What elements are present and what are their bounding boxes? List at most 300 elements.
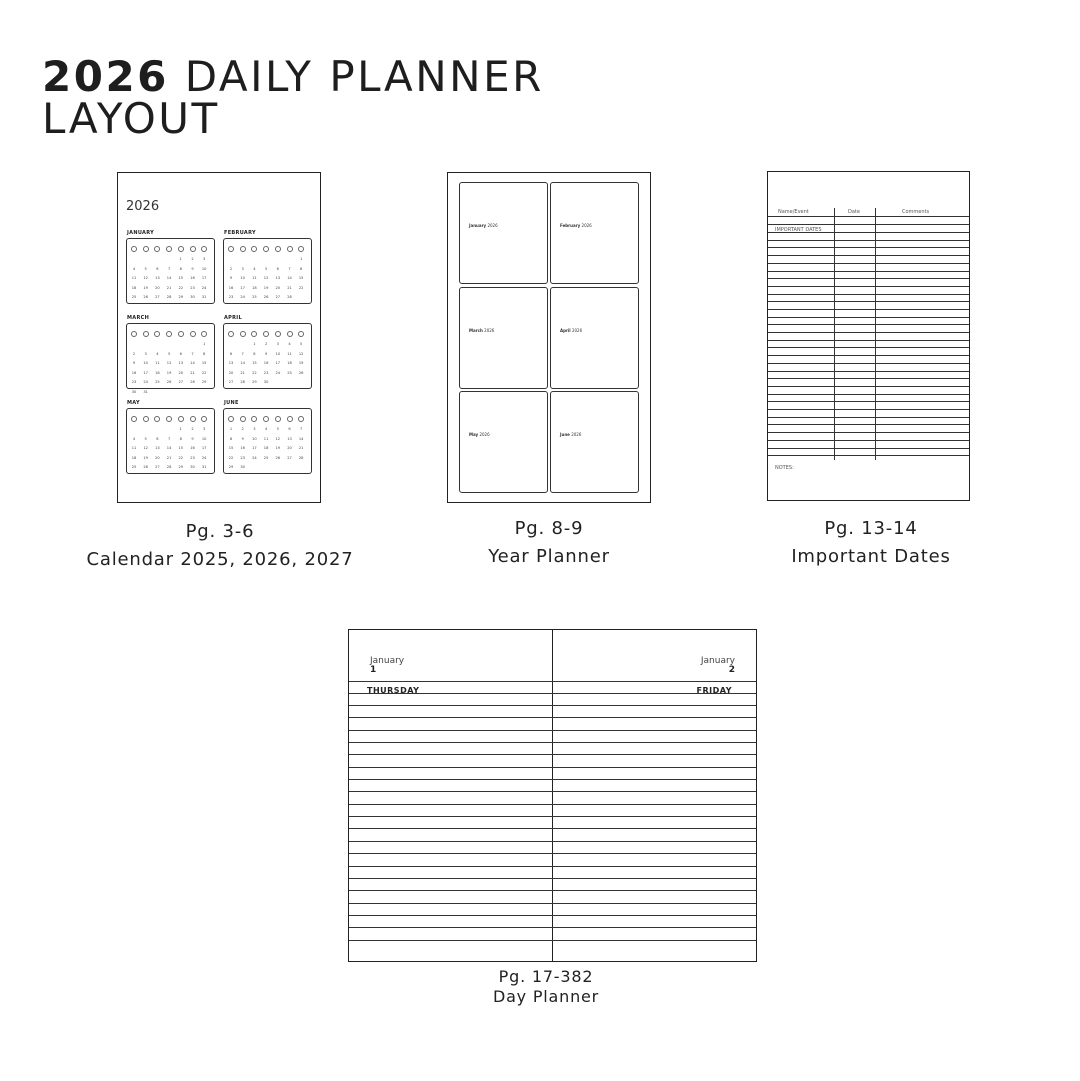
calendar-day-number: 1 <box>203 342 206 346</box>
column-name-event: Name/Event <box>778 209 809 215</box>
calendar-day-number: 3 <box>203 257 206 261</box>
calendar-day-number: 5 <box>300 342 303 346</box>
calendar-caption-label: Calendar 2025, 2026, 2027 <box>86 549 354 570</box>
calendar-day-number: 21 <box>287 285 292 290</box>
weekday-circle <box>190 416 196 422</box>
calendar-day-number: 23 <box>228 295 234 299</box>
calendar-day-number: 14 <box>287 276 292 280</box>
calendar-day-number: 8 <box>229 436 233 441</box>
year-planner-caption-pages: Pg. 8-9 <box>514 518 584 539</box>
calendar-page-preview <box>117 172 321 503</box>
calendar-day-number: 24 <box>201 285 207 290</box>
calendar-day-number: 18 <box>131 455 137 460</box>
calendar-day-number: 27 <box>228 380 234 384</box>
page-title <box>42 52 544 143</box>
calendar-day-number: 6 <box>229 351 233 356</box>
calendar-day-number: 27 <box>155 465 160 469</box>
calendar-day-number: 29 <box>228 465 234 469</box>
calendar-day-number: 17 <box>143 370 148 375</box>
calendar-month-name: JUNE <box>224 400 239 406</box>
year-planner-month-label: March 2026 <box>469 328 495 333</box>
year-planner-month-label: June 2026 <box>560 432 582 437</box>
calendar-day-number: 13 <box>155 276 160 280</box>
table-row-line <box>768 347 969 348</box>
calendar-day-number: 7 <box>300 427 303 431</box>
calendar-day-number: 29 <box>178 465 184 469</box>
calendar-day-number: 20 <box>155 455 160 460</box>
calendar-day-number: 24 <box>201 455 207 460</box>
calendar-day-number: 12 <box>166 361 172 365</box>
table-row-line <box>768 394 969 395</box>
calendar-day-number: 13 <box>287 436 292 441</box>
ruled-line <box>349 767 756 768</box>
ruled-line <box>349 878 756 879</box>
calendar-day-number: 4 <box>132 436 136 441</box>
calendar-day-number: 15 <box>201 361 207 365</box>
calendar-day-number: 12 <box>298 351 304 356</box>
calendar-day-number: 7 <box>167 266 171 271</box>
ruled-line <box>349 742 756 743</box>
ruled-line <box>349 730 756 731</box>
title-year: 2026 <box>42 52 169 101</box>
year-planner-preview <box>447 172 651 503</box>
calendar-day-number: 19 <box>143 455 148 460</box>
calendar-day-number: 25 <box>287 370 292 375</box>
calendar-day-number: 28 <box>190 380 195 384</box>
weekday-circle <box>143 331 149 337</box>
calendar-month-grid <box>223 238 312 304</box>
ruled-line <box>349 940 756 941</box>
table-row-line <box>768 371 969 372</box>
table-row-line <box>768 440 969 441</box>
column-comments: Comments <box>902 209 930 215</box>
weekday-circle <box>251 416 257 422</box>
table-row-line <box>768 216 969 217</box>
calendar-day-number: 9 <box>191 266 194 271</box>
ruled-line <box>349 804 756 805</box>
calendar-day-number: 18 <box>155 370 160 375</box>
calendar-day-number: 29 <box>252 380 257 384</box>
calendar-day-number: 19 <box>263 285 269 290</box>
left-page-weekday: THURSDAY <box>367 686 420 695</box>
calendar-day-number: 22 <box>201 370 207 375</box>
calendar-day-number: 17 <box>240 285 245 290</box>
ruled-line <box>349 866 756 867</box>
calendar-day-number: 21 <box>190 370 195 375</box>
calendar-day-number: 18 <box>252 285 257 290</box>
calendar-day-number: 10 <box>201 436 207 441</box>
calendar-day-number: 20 <box>228 370 234 375</box>
left-page-day: 1 <box>370 665 377 675</box>
calendar-day-number: 8 <box>203 351 206 356</box>
calendar-day-number: 2 <box>132 351 136 356</box>
weekday-circle <box>228 416 234 422</box>
column-date: Date <box>848 209 860 215</box>
calendar-day-number: 23 <box>190 455 195 460</box>
calendar-day-number: 27 <box>275 295 281 299</box>
calendar-day-number: 4 <box>264 427 268 431</box>
year-planner-month-label: January 2026 <box>469 223 498 228</box>
table-row-line <box>768 378 969 379</box>
important-dates-section-label: IMPORTANT DATES <box>775 227 822 233</box>
calendar-day-number: 5 <box>167 351 171 356</box>
calendar-day-number: 30 <box>240 465 245 469</box>
date-column-divider <box>834 208 835 460</box>
weekday-circle <box>166 331 172 337</box>
weekday-circle <box>275 416 281 422</box>
calendar-day-number: 15 <box>178 276 184 280</box>
calendar-day-number: 2 <box>241 427 244 431</box>
calendar-day-number: 5 <box>144 436 147 441</box>
calendar-day-number: 11 <box>131 446 137 450</box>
calendar-day-number: 9 <box>191 436 194 441</box>
calendar-day-number: 10 <box>252 436 257 441</box>
calendar-day-number: 1 <box>179 427 182 431</box>
calendar-day-number: 25 <box>131 465 137 469</box>
calendar-day-number: 23 <box>190 285 195 290</box>
calendar-day-number: 15 <box>252 361 257 365</box>
weekday-circle <box>201 331 207 337</box>
calendar-day-number: 14 <box>240 361 245 365</box>
ruled-line <box>349 779 756 780</box>
calendar-day-number: 28 <box>298 455 304 460</box>
table-row-line <box>768 409 969 410</box>
calendar-day-number: 13 <box>275 276 281 280</box>
calendar-day-number: 24 <box>240 295 245 299</box>
calendar-day-number: 25 <box>131 295 137 299</box>
ruled-line <box>349 927 756 928</box>
table-row-line <box>768 401 969 402</box>
ruled-line <box>349 816 756 817</box>
weekday-circle <box>251 331 257 337</box>
year-planner-month-box <box>550 182 639 284</box>
table-row-line <box>768 363 969 364</box>
table-row-line <box>768 417 969 418</box>
calendar-month-name: MAY <box>127 400 140 406</box>
calendar-day-number: 2 <box>191 427 194 431</box>
calendar-month-grid <box>223 408 312 474</box>
calendar-day-number: 8 <box>179 436 182 441</box>
calendar-day-number: 12 <box>143 276 148 280</box>
day-planner-caption-label: Day Planner <box>492 987 600 1006</box>
calendar-day-number: 1 <box>253 342 256 346</box>
calendar-day-number: 13 <box>155 446 160 450</box>
calendar-day-number: 4 <box>288 342 291 346</box>
calendar-day-number: 30 <box>190 465 195 469</box>
ruled-line <box>349 754 756 755</box>
ruled-line <box>349 828 756 829</box>
calendar-month-name: APRIL <box>224 315 242 321</box>
weekday-circle <box>263 246 269 252</box>
weekday-circle <box>275 246 281 252</box>
weekday-circle <box>178 331 184 337</box>
calendar-day-number: 9 <box>241 436 244 441</box>
year-planner-month-box <box>550 391 639 493</box>
calendar-day-number: 12 <box>263 276 269 280</box>
calendar-day-number: 25 <box>252 295 257 299</box>
table-row-line <box>768 317 969 318</box>
calendar-day-number: 21 <box>166 285 172 290</box>
calendar-day-number: 11 <box>287 351 292 356</box>
calendar-day-number: 22 <box>178 455 184 460</box>
weekday-circle <box>154 416 160 422</box>
weekday-circle <box>166 416 172 422</box>
calendar-day-number: 16 <box>131 370 137 375</box>
calendar-day-number: 27 <box>178 380 184 384</box>
calendar-day-number: 30 <box>190 295 195 299</box>
table-row-line <box>768 455 969 456</box>
calendar-day-number: 9 <box>264 351 268 356</box>
calendar-day-number: 2 <box>229 266 233 271</box>
calendar-day-number: 31 <box>201 465 207 469</box>
calendar-day-number: 22 <box>298 285 304 290</box>
table-row-line <box>768 301 969 302</box>
calendar-day-number: 25 <box>263 455 269 460</box>
calendar-day-number: 14 <box>166 446 172 450</box>
calendar-day-number: 2 <box>191 257 194 261</box>
year-planner-caption-label: Year Planner <box>488 546 610 567</box>
calendar-day-number: 25 <box>155 380 160 384</box>
table-row-line <box>768 432 969 433</box>
calendar-day-number: 19 <box>166 370 172 375</box>
calendar-day-number: 18 <box>287 361 292 365</box>
ruled-line <box>349 717 756 718</box>
weekday-circle <box>240 246 246 252</box>
calendar-day-number: 7 <box>288 266 291 271</box>
calendar-day-number: 11 <box>252 276 257 280</box>
important-dates-preview <box>767 171 970 501</box>
weekday-circle <box>143 246 149 252</box>
year-planner-month-box <box>459 182 548 284</box>
weekday-circle <box>298 416 304 422</box>
calendar-month-grid <box>223 323 312 389</box>
weekday-circle <box>190 246 196 252</box>
calendar-day-number: 21 <box>240 370 245 375</box>
table-row-line <box>768 255 969 256</box>
calendar-day-number: 23 <box>131 380 137 384</box>
weekday-circle <box>131 246 137 252</box>
calendar-day-number: 1 <box>300 257 303 261</box>
calendar-month-name: MARCH <box>127 315 150 321</box>
calendar-day-number: 22 <box>178 285 184 290</box>
calendar-day-number: 1 <box>179 257 182 261</box>
calendar-day-number: 1 <box>229 427 233 431</box>
calendar-day-number: 27 <box>155 295 160 299</box>
year-planner-month-label: May 2026 <box>469 432 490 437</box>
calendar-day-number: 20 <box>155 285 160 290</box>
right-page-month: January <box>700 656 735 666</box>
title-main: DAILY PLANNER <box>184 52 544 101</box>
calendar-day-number: 12 <box>143 446 148 450</box>
calendar-day-number: 21 <box>166 455 172 460</box>
calendar-day-number: 3 <box>276 342 279 346</box>
ruled-line <box>349 791 756 792</box>
calendar-day-number: 26 <box>263 295 269 299</box>
calendar-day-number: 17 <box>275 361 281 365</box>
weekday-circle <box>178 416 184 422</box>
weekday-circle <box>287 416 293 422</box>
calendar-caption-pages: Pg. 3-6 <box>185 521 255 542</box>
year-planner-month-box <box>459 287 548 389</box>
calendar-day-number: 7 <box>191 351 194 356</box>
calendar-day-number: 7 <box>241 351 244 356</box>
weekday-circle <box>143 416 149 422</box>
table-row-line <box>768 424 969 425</box>
weekday-circle <box>263 416 269 422</box>
calendar-day-number: 28 <box>287 295 292 299</box>
calendar-day-number: 28 <box>166 295 172 299</box>
calendar-day-number: 27 <box>287 455 292 460</box>
calendar-day-number: 30 <box>131 389 137 394</box>
calendar-day-number: 5 <box>264 266 268 271</box>
calendar-day-number: 20 <box>287 446 292 450</box>
weekday-circle <box>190 331 196 337</box>
calendar-day-number: 26 <box>143 295 148 299</box>
weekday-circle <box>131 416 137 422</box>
calendar-day-number: 3 <box>253 427 256 431</box>
weekday-circle <box>201 246 207 252</box>
calendar-day-number: 10 <box>201 266 207 271</box>
ruled-line <box>349 841 756 842</box>
calendar-day-number: 22 <box>252 370 257 375</box>
title-line2: LAYOUT <box>42 94 220 143</box>
weekday-circle <box>178 246 184 252</box>
calendar-day-number: 4 <box>253 266 256 271</box>
calendar-day-number: 11 <box>263 436 269 441</box>
calendar-day-number: 31 <box>143 389 148 394</box>
weekday-circle <box>287 246 293 252</box>
calendar-day-number: 15 <box>178 446 184 450</box>
calendar-day-number: 14 <box>190 361 195 365</box>
important-dates-caption-pages: Pg. 13-14 <box>824 518 918 539</box>
calendar-day-number: 13 <box>178 361 184 365</box>
calendar-day-number: 6 <box>276 266 279 271</box>
table-row-line <box>768 278 969 279</box>
calendar-day-number: 24 <box>143 380 148 384</box>
weekday-circle <box>228 246 234 252</box>
year-planner-month-label: April 2026 <box>560 328 583 333</box>
table-row-line <box>768 240 969 241</box>
table-row-line <box>768 247 969 248</box>
weekday-circle <box>154 331 160 337</box>
ruled-line <box>349 693 756 694</box>
ruled-line <box>349 853 756 854</box>
calendar-day-number: 16 <box>240 446 245 450</box>
calendar-day-number: 16 <box>190 446 195 450</box>
calendar-day-number: 24 <box>252 455 257 460</box>
calendar-day-number: 20 <box>275 285 281 290</box>
ruled-line <box>349 705 756 706</box>
calendar-day-number: 5 <box>144 266 147 271</box>
weekday-circle <box>251 246 257 252</box>
table-row-line <box>768 224 969 225</box>
right-page-weekday: FRIDAY <box>696 686 732 695</box>
day-planner-preview <box>348 629 757 962</box>
calendar-day-number: 14 <box>166 276 172 280</box>
calendar-day-number: 12 <box>275 436 281 441</box>
calendar-day-number: 19 <box>275 446 281 450</box>
weekday-circle <box>228 331 234 337</box>
year-planner-month-label: February 2026 <box>560 223 592 228</box>
calendar-day-number: 11 <box>155 361 160 365</box>
calendar-day-number: 3 <box>203 427 206 431</box>
calendar-day-number: 29 <box>201 380 207 384</box>
calendar-day-number: 10 <box>143 361 148 365</box>
weekday-circle <box>263 331 269 337</box>
table-row-line <box>768 324 969 325</box>
calendar-day-number: 14 <box>298 436 304 441</box>
calendar-day-number: 13 <box>228 361 234 365</box>
right-page-day: 2 <box>728 665 735 675</box>
weekday-circle <box>201 416 207 422</box>
calendar-day-number: 18 <box>131 285 137 290</box>
calendar-day-number: 23 <box>240 455 245 460</box>
calendar-day-number: 21 <box>298 446 304 450</box>
ruled-line <box>349 681 756 682</box>
table-row-line <box>768 286 969 287</box>
table-row-line <box>768 294 969 295</box>
calendar-day-number: 4 <box>132 266 136 271</box>
calendar-day-number: 2 <box>264 342 268 346</box>
weekday-circle <box>154 246 160 252</box>
calendar-day-number: 20 <box>178 370 184 375</box>
calendar-day-number: 8 <box>300 266 303 271</box>
calendar-month-grid <box>126 323 215 394</box>
table-row-line <box>768 340 969 341</box>
calendar-day-number: 5 <box>276 427 279 431</box>
calendar-day-number: 19 <box>298 361 304 365</box>
calendar-day-number: 26 <box>143 465 148 469</box>
calendar-month-grid <box>126 408 215 474</box>
calendar-day-number: 6 <box>156 436 159 441</box>
calendar-day-number: 11 <box>131 276 137 280</box>
calendar-day-number: 16 <box>263 361 269 365</box>
year-planner-month-box <box>459 391 548 493</box>
day-planner-caption <box>396 967 696 1007</box>
calendar-day-number: 18 <box>263 446 269 450</box>
table-row-line <box>768 355 969 356</box>
calendar-day-number: 26 <box>275 455 281 460</box>
table-row-line <box>768 386 969 387</box>
comments-column-divider <box>875 208 876 460</box>
calendar-day-number: 9 <box>132 361 136 365</box>
calendar-day-number: 17 <box>252 446 257 450</box>
calendar-day-number: 8 <box>179 266 182 271</box>
weekday-circle <box>298 331 304 337</box>
calendar-day-number: 19 <box>143 285 148 290</box>
calendar-day-number: 28 <box>166 465 172 469</box>
weekday-circle <box>240 416 246 422</box>
year-planner-month-box <box>550 287 639 389</box>
calendar-day-number: 28 <box>240 380 245 384</box>
spine-divider <box>552 630 553 961</box>
calendar-day-number: 24 <box>275 370 281 375</box>
calendar-day-number: 16 <box>228 285 234 290</box>
calendar-day-number: 4 <box>156 351 159 356</box>
calendar-day-number: 8 <box>253 351 256 356</box>
calendar-day-number: 10 <box>240 276 245 280</box>
calendar-day-number: 22 <box>228 455 234 460</box>
notes-label: NOTES: <box>775 465 794 471</box>
weekday-circle <box>275 331 281 337</box>
ruled-line <box>349 903 756 904</box>
important-dates-caption-label: Important Dates <box>791 546 951 567</box>
weekday-circle <box>240 331 246 337</box>
calendar-day-number: 26 <box>166 380 172 384</box>
calendar-caption <box>70 518 370 574</box>
weekday-circle <box>166 246 172 252</box>
calendar-day-number: 16 <box>190 276 195 280</box>
